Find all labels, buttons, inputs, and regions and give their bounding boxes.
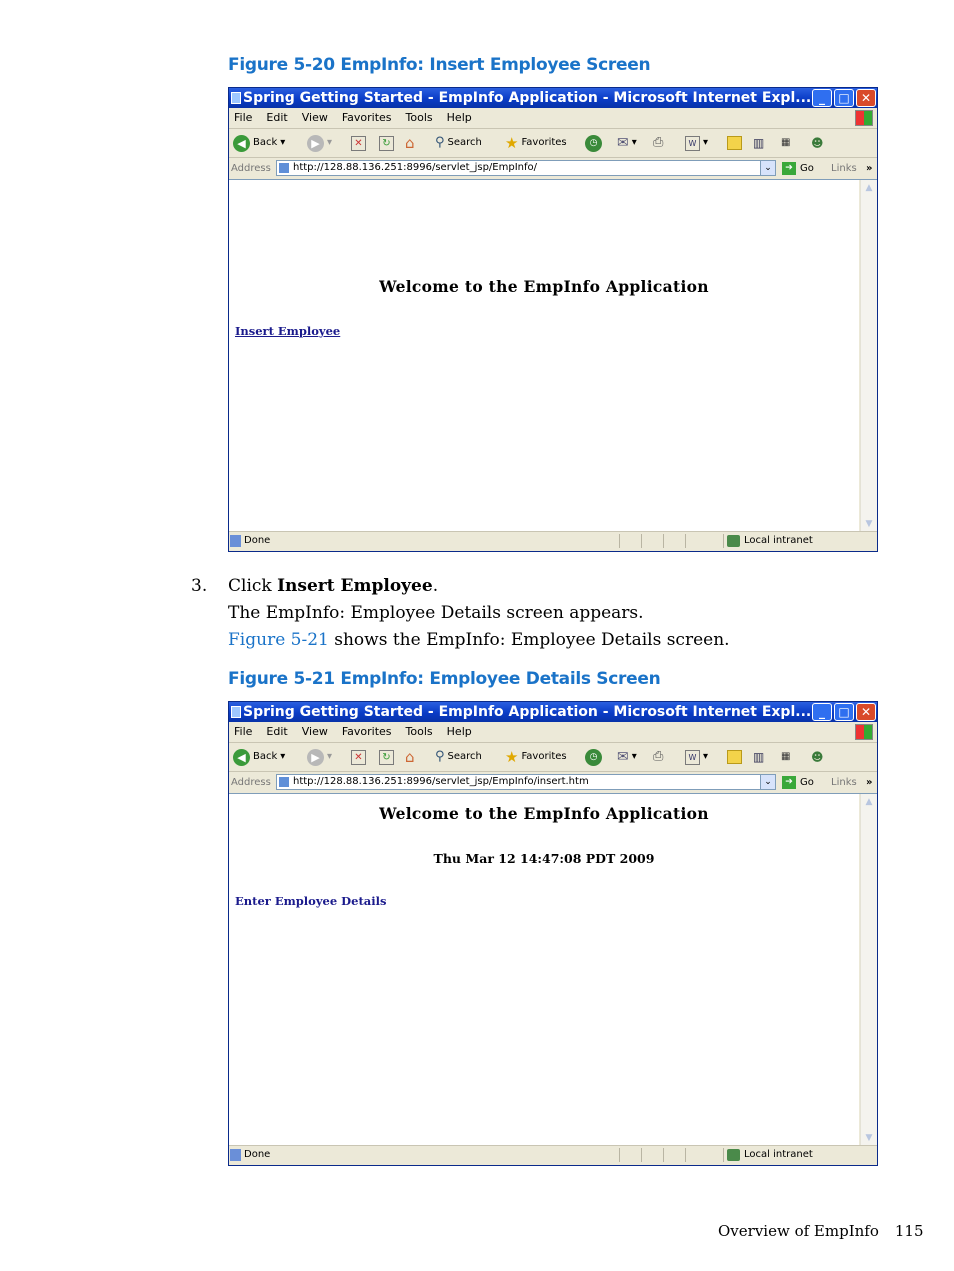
links-label[interactable]: Links	[831, 777, 857, 788]
address-dropdown-icon[interactable]: ⌄	[760, 160, 776, 176]
menu-help[interactable]: Help	[446, 111, 472, 124]
binary-icon: ▦	[781, 137, 791, 148]
edit-button[interactable]	[685, 134, 708, 152]
page-icon	[279, 163, 289, 173]
maximize-icon[interactable]: □	[834, 89, 854, 107]
mail-icon: ✉	[617, 135, 629, 151]
edit-button[interactable]	[685, 748, 708, 766]
mail-icon: ✉	[617, 749, 629, 765]
chevron-down-icon: ▾	[631, 137, 637, 148]
vertical-scrollbar[interactable]	[860, 180, 877, 532]
page-number: 115	[894, 1222, 924, 1240]
address-input[interactable]: http://128.88.136.251:8996/servlet_jsp/EmpInfo/insert.htm	[276, 774, 776, 790]
research-button[interactable]	[753, 748, 764, 766]
history-icon: ◷	[585, 749, 602, 766]
discuss-button[interactable]	[727, 134, 742, 152]
word-icon: W	[685, 136, 700, 151]
refresh-button[interactable]	[379, 748, 394, 766]
print-button[interactable]	[653, 134, 663, 152]
search-icon: ⚲	[435, 749, 445, 764]
status-bar	[229, 1145, 877, 1165]
windows-logo-icon	[855, 724, 873, 740]
forward-button[interactable]	[307, 748, 332, 766]
insert-employee-link[interactable]: Insert Employee	[235, 324, 341, 338]
mail-button[interactable]	[617, 748, 637, 766]
messenger-button[interactable]	[781, 134, 790, 152]
chevron-down-icon[interactable]: ▾	[280, 137, 286, 148]
refresh-icon: ↻	[379, 136, 394, 151]
welcome-heading: Welcome to the EmpInfo Application	[379, 804, 709, 823]
close-icon[interactable]: ✕	[856, 89, 876, 107]
intranet-icon	[727, 1149, 740, 1161]
people-button[interactable]	[811, 134, 824, 152]
stop-button[interactable]	[351, 134, 366, 152]
close-icon[interactable]: ✕	[856, 703, 876, 721]
history-button[interactable]	[585, 134, 602, 152]
title-bar[interactable]	[229, 702, 877, 722]
go-button[interactable]: Go	[800, 163, 814, 174]
home-icon: ⌂	[405, 134, 415, 152]
toolbar	[229, 129, 877, 158]
note-icon	[727, 136, 742, 150]
home-icon: ⌂	[405, 748, 415, 766]
menu-edit[interactable]: Edit	[266, 725, 288, 738]
back-arrow-icon: ◀	[233, 749, 250, 766]
page-icon	[230, 1149, 241, 1161]
people-icon: ☻	[811, 136, 824, 150]
history-icon: ◷	[585, 135, 602, 152]
scroll-down-icon[interactable]: ▼	[865, 1133, 873, 1143]
binary-icon: ▦	[781, 751, 791, 762]
refresh-button[interactable]	[379, 134, 394, 152]
chevron-down-icon[interactable]: ▾	[280, 751, 286, 762]
intranet-icon	[727, 535, 740, 547]
research-button[interactable]	[753, 134, 764, 152]
page-content	[229, 180, 859, 532]
security-zone: Local intranet	[744, 535, 813, 546]
enter-employee-details-link[interactable]: Enter Employee Details	[235, 894, 387, 908]
step-number: 3.	[191, 576, 208, 596]
forward-button[interactable]	[307, 134, 332, 152]
minimize-icon[interactable]: _	[812, 703, 832, 721]
address-label: Address	[231, 163, 271, 174]
discuss-button[interactable]	[727, 748, 742, 766]
menu-tools[interactable]: Tools	[405, 725, 433, 738]
step-result: The EmpInfo: Employee Details screen appears.	[228, 603, 644, 623]
search-button[interactable]: ⚲ Search	[435, 135, 482, 150]
menu-bar	[229, 722, 877, 743]
forward-arrow-icon: ▶	[307, 749, 324, 766]
scroll-up-icon[interactable]: ▲	[865, 797, 873, 807]
menu-help[interactable]: Help	[446, 725, 472, 738]
menu-file[interactable]: File	[234, 111, 253, 124]
back-arrow-icon: ◀	[233, 135, 250, 152]
word-icon: W	[685, 750, 700, 765]
vertical-scrollbar[interactable]	[860, 794, 877, 1146]
scroll-down-icon[interactable]: ▼	[865, 519, 873, 529]
browser-window	[228, 87, 878, 552]
stop-icon: ✕	[351, 750, 366, 765]
step-text: Click Insert Employee.	[228, 576, 439, 596]
links-label[interactable]: Links	[831, 163, 857, 174]
go-arrow-icon[interactable]: ➔	[782, 162, 796, 175]
stop-icon: ✕	[351, 136, 366, 151]
forward-arrow-icon: ▶	[307, 135, 324, 152]
windows-logo-icon	[855, 110, 873, 126]
stop-button[interactable]	[351, 748, 366, 766]
page-icon	[279, 777, 289, 787]
current-datetime: Thu Mar 12 14:47:08 PDT 2009	[433, 851, 655, 866]
welcome-heading: Welcome to the EmpInfo Application	[379, 277, 709, 296]
home-button[interactable]	[405, 748, 415, 766]
menu-favorites[interactable]: Favorites	[341, 725, 392, 738]
favorites-button[interactable]: ★ Favorites	[505, 748, 567, 766]
mail-button[interactable]	[617, 134, 637, 152]
menu-bar	[229, 108, 877, 129]
figure-link[interactable]: Figure 5-21	[228, 630, 329, 650]
window-title: Spring Getting Started - EmpInfo Application - Microsoft Internet Expl...	[243, 704, 812, 720]
chevron-down-icon: ▾	[631, 751, 637, 762]
title-bar[interactable]	[229, 88, 877, 108]
more-links-icon[interactable]: »	[866, 163, 873, 174]
people-icon: ☻	[811, 750, 824, 764]
browser-window	[228, 701, 878, 1166]
toolbar	[229, 743, 877, 772]
ie-icon	[231, 706, 241, 718]
page-footer	[718, 1222, 924, 1240]
footer-section: Overview of EmpInfo	[718, 1222, 879, 1240]
book-icon: ▥	[753, 750, 765, 764]
refresh-icon: ↻	[379, 750, 394, 765]
security-zone: Local intranet	[744, 1149, 813, 1160]
book-icon: ▥	[753, 136, 765, 150]
star-icon: ★	[505, 134, 519, 152]
menu-tools[interactable]: Tools	[405, 111, 433, 124]
history-button[interactable]	[585, 748, 602, 766]
address-bar	[229, 772, 877, 794]
figure-caption: Figure 5-21 EmpInfo: Employee Details Screen	[228, 669, 661, 689]
address-bar	[229, 158, 877, 180]
page-content	[229, 794, 859, 1146]
address-input[interactable]: http://128.88.136.251:8996/servlet_jsp/EmpInfo/	[276, 160, 776, 176]
status-bar	[229, 531, 877, 551]
scroll-up-icon[interactable]: ▲	[865, 183, 873, 193]
messenger-button[interactable]	[781, 748, 790, 766]
address-dropdown-icon[interactable]: ⌄	[760, 774, 776, 790]
back-button[interactable]: ◀ Back ▾	[233, 134, 285, 152]
menu-favorites[interactable]: Favorites	[341, 111, 392, 124]
home-button[interactable]	[405, 134, 415, 152]
go-button[interactable]: Go	[800, 777, 814, 788]
more-links-icon[interactable]: »	[866, 777, 873, 788]
favorites-button[interactable]: ★ Favorites	[505, 134, 567, 152]
minimize-icon[interactable]: _	[812, 89, 832, 107]
window-title: Spring Getting Started - EmpInfo Application - Microsoft Internet Expl...	[243, 90, 812, 106]
figure-caption: Figure 5-20 EmpInfo: Insert Employee Screen	[228, 55, 651, 75]
chevron-down-icon: ▾	[703, 137, 709, 148]
figure-reference: Figure 5-21 shows the EmpInfo: Employee Details screen.	[228, 630, 730, 650]
menu-edit[interactable]: Edit	[266, 111, 288, 124]
people-button[interactable]	[811, 748, 824, 766]
search-button[interactable]: ⚲ Search	[435, 749, 482, 764]
menu-view[interactable]: View	[301, 725, 328, 738]
page-icon	[230, 535, 241, 547]
menu-view[interactable]: View	[301, 111, 328, 124]
chevron-down-icon: ▾	[327, 751, 333, 762]
status-text: Done	[244, 1149, 271, 1160]
note-icon	[727, 750, 742, 764]
status-text: Done	[244, 535, 271, 546]
print-icon: ⎙	[653, 749, 664, 764]
print-icon: ⎙	[653, 135, 664, 150]
menu-file[interactable]: File	[234, 725, 253, 738]
ie-icon	[231, 92, 241, 104]
maximize-icon[interactable]: □	[834, 703, 854, 721]
search-icon: ⚲	[435, 135, 445, 150]
chevron-down-icon: ▾	[327, 137, 333, 148]
print-button[interactable]	[653, 748, 663, 766]
address-label: Address	[231, 777, 271, 788]
go-arrow-icon[interactable]: ➔	[782, 776, 796, 789]
back-button[interactable]: ◀ Back ▾	[233, 748, 285, 766]
star-icon: ★	[505, 748, 519, 766]
chevron-down-icon: ▾	[703, 751, 709, 762]
